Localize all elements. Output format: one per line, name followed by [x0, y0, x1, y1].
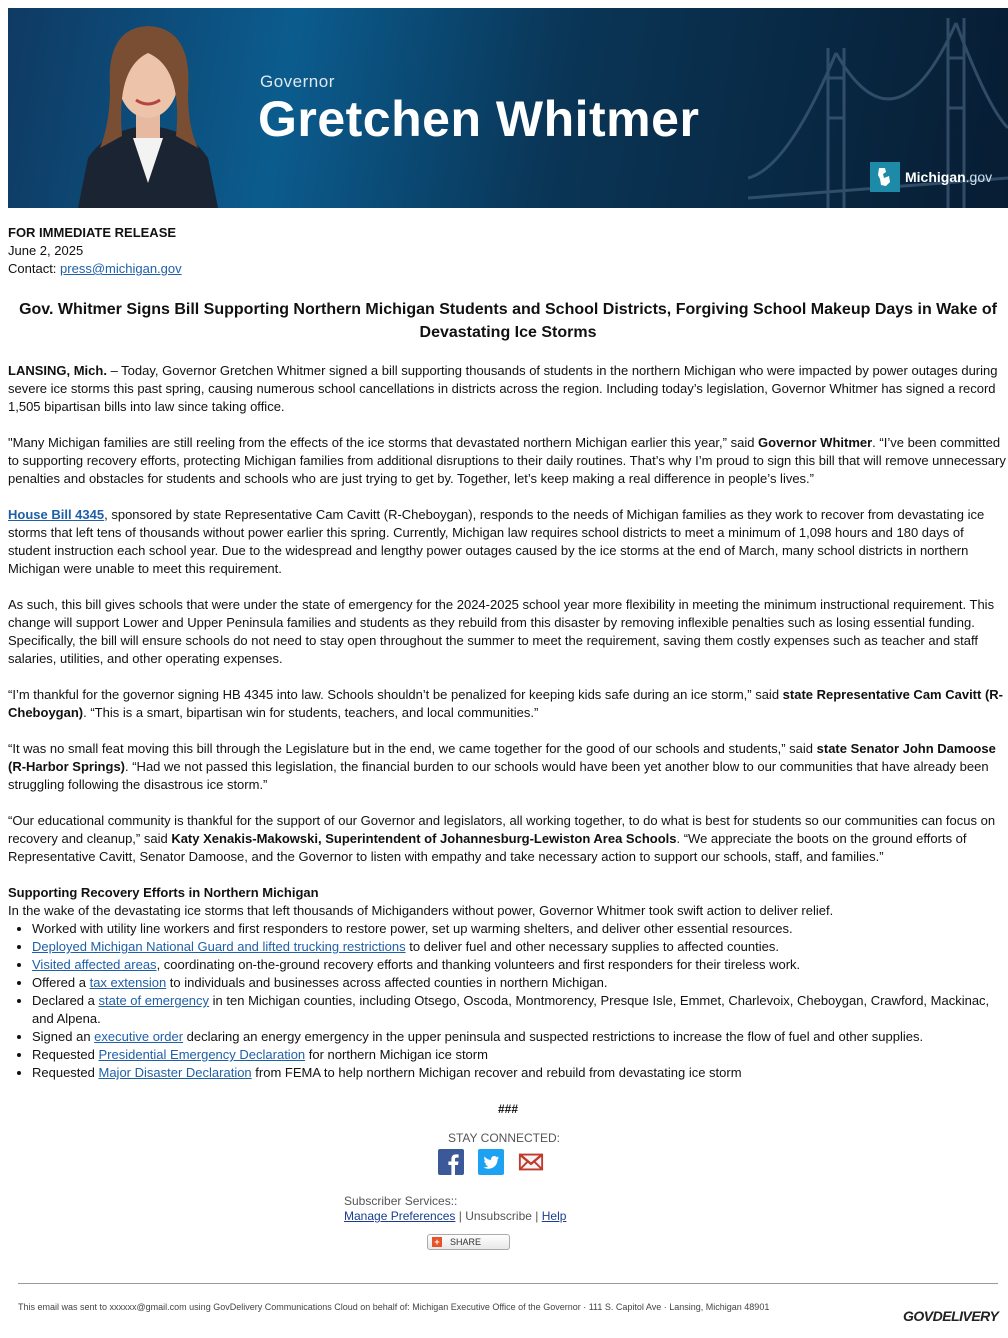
- share-button[interactable]: [427, 1234, 510, 1250]
- presidential-declaration-link[interactable]: Presidential Emergency Declaration: [98, 1047, 306, 1062]
- stay-connected-label: STAY CONNECTED:: [447, 1131, 560, 1145]
- share-label: SHARE: [450, 1237, 482, 1247]
- headline: Gov. Whitmer Signs Bill Supporting Northern Michigan Students and School Districts, Forgiving School Makeup Days in Wake of Devastating Ice Storms: [19, 301, 997, 341]
- twitter-icon[interactable]: [478, 1149, 504, 1175]
- end-mark: ###: [497, 1102, 519, 1116]
- major-disaster-link[interactable]: Major Disaster Declaration: [98, 1065, 252, 1080]
- subscriber-label: Subscriber Services::: [344, 1194, 458, 1208]
- recovery-list: [8, 920, 1008, 1082]
- social-icons: [438, 1149, 544, 1175]
- facebook-icon[interactable]: [438, 1149, 464, 1175]
- press-release: [8, 224, 1008, 1118]
- list-item: • Signed an executive order declaring an energy emergency in the upper peninsula and suspected restrictions to increase the flow of fuel and other supplies.: [32, 1028, 1008, 1046]
- footer-text: This email was sent to xxxxxx@gmail.com using GovDelivery Communications Cloud on behalf of: Michigan Executive Office of the Governor · 111 S. Capitol Ave · Lansing, Michigan 48901: [18, 1302, 770, 1312]
- paragraph-cavitt-quote: “I’m thankful for the governor signing HB 4345 into law. Schools shouldn’t be penalized for keeping kids safe during an ice storm,” said state Representative Cam Cavitt (R-Cheboygan). “This is a smart, bipartisan win for students, teachers, and local communities.”: [8, 687, 1004, 720]
- executive-order-link[interactable]: executive order: [94, 1029, 184, 1044]
- footer-divider: [18, 1283, 998, 1284]
- subscriber-services: Subscriber Services:: Manage Preferences | Unsubscribe | Help: [344, 1194, 567, 1223]
- governor-name: Gretchen Whitmer: [258, 91, 700, 147]
- list-item: • Requested Major Disaster Declaration from FEMA to help northern Michigan recover and rebuild from devastating ice storm: [32, 1064, 1008, 1082]
- email-icon[interactable]: [518, 1149, 544, 1175]
- paragraph-superintendent-quote: “Our educational community is thankful for the support of our Governor and legislators, all working together, to do what is best for students so our communities can focus on recovery and cleanup,” said Katy Xenakis-Makowski, Superintendent of Johannesburg-Lewiston Area Schools. “We appreciate the boots on the ground efforts of Representative Cavitt, Senator Damoose, and the Governor to listen with empathy and take necessary action to support our schools, staff, and families.”: [8, 813, 996, 864]
- house-bill-link[interactable]: House Bill 4345: [8, 507, 105, 522]
- michigan-gov-logo[interactable]: [870, 162, 992, 192]
- tax-extension-link[interactable]: tax extension: [89, 975, 167, 990]
- state-of-emergency-link[interactable]: state of emergency: [98, 993, 210, 1008]
- manage-preferences-link[interactable]: Manage Preferences: [344, 1209, 456, 1223]
- unsubscribe-link[interactable]: Unsubscribe: [465, 1209, 532, 1223]
- release-meta: [8, 224, 1008, 278]
- contact-label: Contact:: [8, 261, 57, 276]
- recovery-intro: In the wake of the devastating ice storms that left thousands of Michiganders without power, Governor Whitmer took swift action to deliver relief.: [8, 903, 834, 918]
- paragraph-intro: LANSING, Mich. – Today, Governor Gretchen Whitmer signed a bill supporting thousands of students in the northern Michigan who were impacted by power outages during severe ice storms this past spring, causing numerous school cancellations in districts across the region. Including today’s legislation, Governor Whitmer has signed a record 1,505 bipartisan bills into law since taking office.: [8, 363, 998, 414]
- plus-icon: +: [432, 1237, 442, 1247]
- govdelivery-logo[interactable]: GOVDELIVERY: [903, 1308, 999, 1324]
- list-item: • Offered a tax extension to individuals and businesses across affected counties in northern Michigan.: [32, 974, 1008, 992]
- list-item: • Visited affected areas, coordinating on-the-ground recovery efforts and thanking volunteers and first responders for their tireless work.: [32, 956, 1008, 974]
- governor-label: Governor: [260, 72, 335, 91]
- governor-portrait: [48, 8, 248, 208]
- release-heading: FOR IMMEDIATE RELEASE: [8, 225, 177, 240]
- visited-areas-link[interactable]: Visited affected areas: [32, 957, 157, 972]
- contact-email-link[interactable]: press@michigan.gov: [60, 261, 182, 276]
- paragraph-governor-quote: "Many Michigan families are still reeling from the effects of the ice storms that devastated northern Michigan earlier this year,” said Governor Whitmer. “I’ve been committed to supporting recovery efforts, protecting Michigan families from additional disruptions to their daily routines. That’s why I’m proud to sign this bill that will remove unnecessary penalties and obstacles for students and schools who are just trying to get by. Together, let’s keep making a real difference in people’s lives.”: [8, 435, 1006, 486]
- help-link[interactable]: Help: [541, 1209, 567, 1223]
- michigan-map-icon: [870, 162, 900, 192]
- national-guard-link[interactable]: Deployed Michigan National Guard and lifted trucking restrictions: [32, 939, 406, 954]
- release-date: June 2, 2025: [8, 243, 84, 258]
- michigan-gov-text: Michigan.gov: [905, 169, 993, 185]
- paragraph-bill: House Bill 4345, sponsored by state Representative Cam Cavitt (R-Cheboygan), responds to the needs of Michigan families as they work to recover from devastating ice storms that left tens of thousands without power earlier this spring. Currently, Michigan law requires school districts to meet a minimum of 1,098 hours and 180 days of student instruction each school year. Due to the widespread and lengthy power outages caused by the ice storms at the end of March, many school districts in northern Michigan were unable to meet this requirement.: [8, 507, 985, 576]
- list-item: • Deployed Michigan National Guard and lifted trucking restrictions to deliver fuel and other necessary supplies to affected counties.: [32, 938, 1008, 956]
- header-banner: [8, 8, 1008, 208]
- paragraph-flexibility: As such, this bill gives schools that were under the state of emergency for the 2024-2025 school year more flexibility in meeting the minimum instructional requirement. This change will support Lower and Upper Peninsula families and students as they rebuild from this disaster by removing inflexible penalties such as losing essential funding. Specifically, the bill will ensure schools do not need to stay open throughout the summer to meet the requirement, saving them costly expenses such as teacher and staff salaries, utilities, and other operating expenses.: [8, 597, 995, 666]
- list-item: • Declared a state of emergency in ten Michigan counties, including Otsego, Oscoda, Montmorency, Presque Isle, Emmet, Charlevoix, Cheboygan, Crawford, Mackinac, and Alpena.: [32, 992, 1008, 1028]
- list-item: • Worked with utility line workers and first responders to restore power, set up warming shelters, and deliver other essential resources.: [32, 920, 1008, 938]
- list-item: • Requested Presidential Emergency Declaration for northern Michigan ice storm: [32, 1046, 1008, 1064]
- recovery-section-title: Supporting Recovery Efforts in Northern Michigan: [8, 885, 319, 900]
- paragraph-damoose-quote: “It was no small feat moving this bill through the Legislature but in the end, we came together for the good of our schools and students,” said state Senator John Damoose (R-Harbor Springs). “Had we not passed this legislation, the financial burden to our schools would have been yet another blow to our communities that have already been struggling following the disastrous ice storm.”: [8, 741, 996, 792]
